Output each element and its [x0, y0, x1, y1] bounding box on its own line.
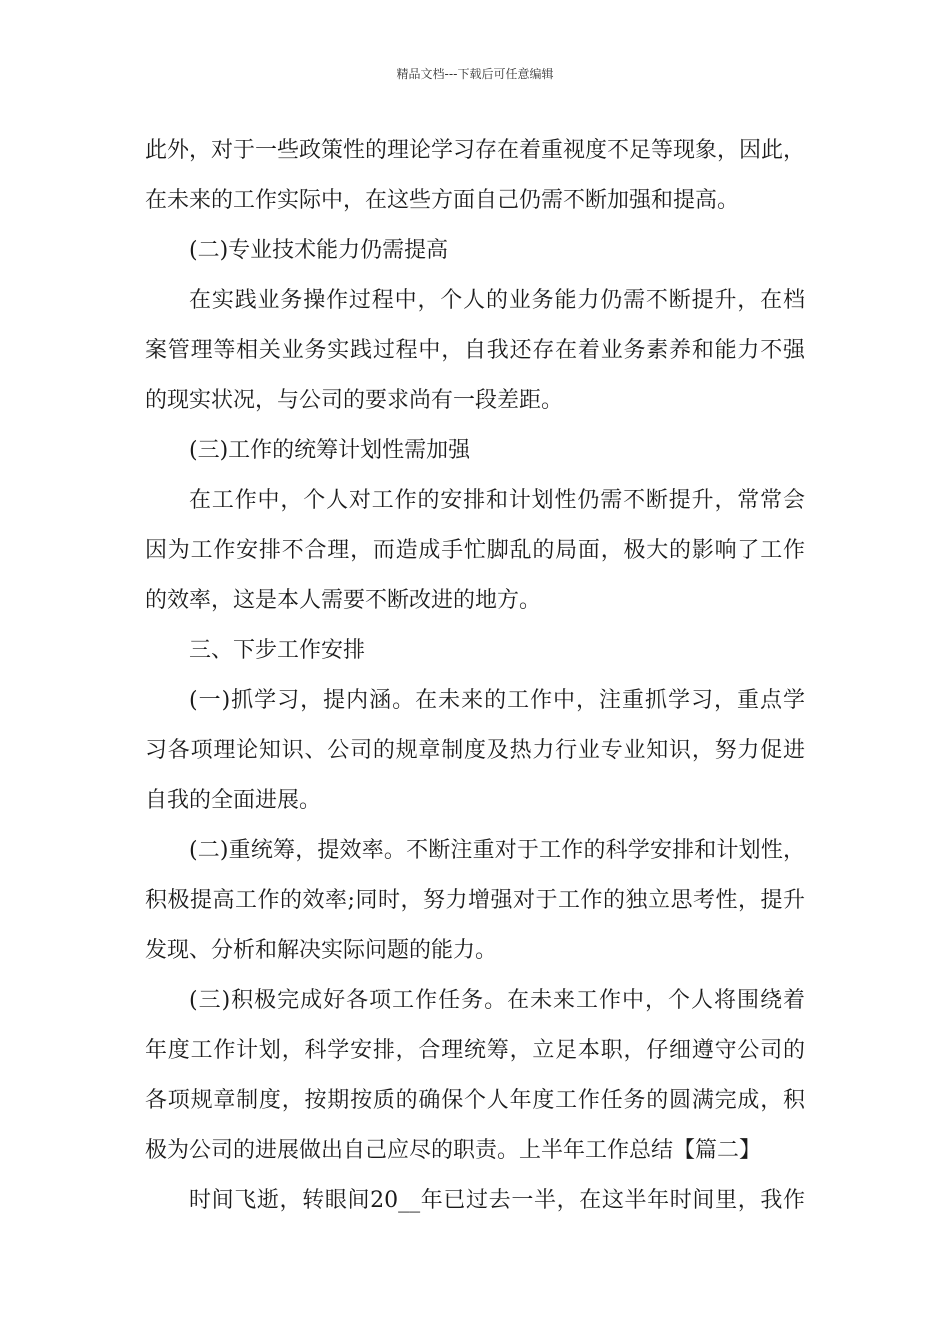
- text-line-4: 在实践业务操作过程中，个人的业务能力仍需不断提升，在档: [189, 288, 805, 313]
- section-heading-professional-skills: (二)专业技术能力仍需提高: [189, 238, 449, 263]
- text-line-6: 的现实状况，与公司的要求尚有一段差距。: [145, 388, 564, 413]
- text-line-12: (一)抓学习，提内涵。在未来的工作中，注重抓学习，重点学: [189, 688, 805, 713]
- text-line-16: 积极提高工作的效率;同时，努力增强对于工作的独立思考性，提升: [145, 888, 805, 913]
- text-line-13: 习各项理论知识、公司的规章制度及热力行业专业知识，努力促进: [145, 738, 805, 763]
- text-line-17: 发现、分析和解决实际问题的能力。: [145, 938, 498, 963]
- text-line-22: 时间飞逝，转眼间20__年已过去一半，在这半年时间里，我作: [189, 1188, 805, 1213]
- section-heading-next-steps: 三、下步工作安排: [189, 638, 366, 663]
- text-line-15: (二)重统筹，提效率。不断注重对于工作的科学安排和计划性，: [189, 838, 805, 863]
- text-line-9: 因为工作安排不合理，而造成手忙脚乱的局面，极大的影响了工作: [145, 538, 805, 563]
- text-line-8: 在工作中，个人对工作的安排和计划性仍需不断提升，常常会: [189, 488, 805, 513]
- text-line-21: 极为公司的进展做出自己应尽的职责。上半年工作总结【篇二】: [145, 1138, 762, 1163]
- text-line-14: 自我的全面进展。: [145, 788, 322, 813]
- document-body: [145, 126, 805, 1226]
- page-header: 精品文档---下载后可任意编辑: [396, 67, 554, 81]
- text-line-1: 此外，对于一些政策性的理论学习存在着重视度不足等现象，因此，: [145, 138, 806, 163]
- text-line-2: 在未来的工作实际中，在这些方面自己仍需不断加强和提高。: [145, 188, 740, 213]
- text-line-20: 各项规章制度，按期按质的确保个人年度工作任务的圆满完成，积: [145, 1088, 805, 1113]
- text-line-18: (三)积极完成好各项工作任务。在未来工作中，个人将围绕着: [189, 988, 805, 1013]
- text-line-10: 的效率，这是本人需要不断改进的地方。: [145, 588, 542, 613]
- text-line-5: 案管理等相关业务实践过程中，自我还存在着业务素养和能力不强: [145, 338, 805, 363]
- text-line-19: 年度工作计划，科学安排，合理统筹，立足本职，仔细遵守公司的: [145, 1038, 805, 1063]
- section-heading-work-planning: (三)工作的统筹计划性需加强: [189, 438, 471, 463]
